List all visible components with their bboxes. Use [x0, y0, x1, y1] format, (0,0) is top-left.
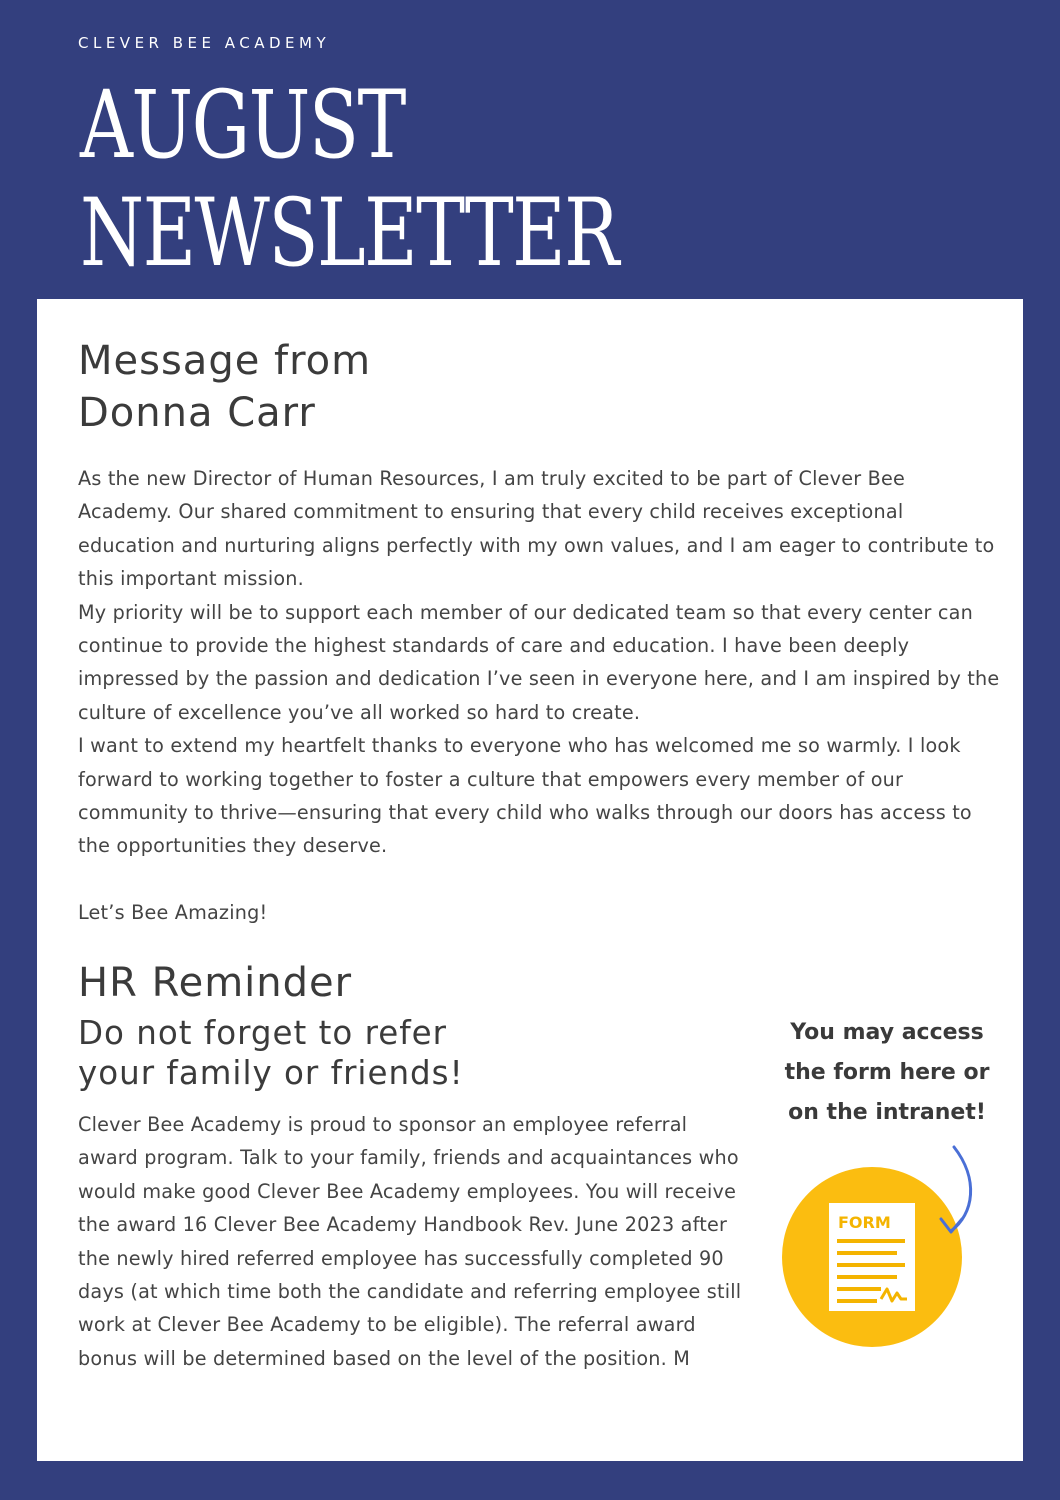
- message-body: [78, 462, 1003, 930]
- message-paragraph: I want to extend my heartfelt thanks to everyone who has welcomed me so warmly. I look forward to working together to foster a culture that empowers every member of our community to thrive—ensuring that every child who walks through our doors has access to the opportunities they deserve.: [78, 734, 972, 858]
- brand-name: CLEVER BEE ACADEMY: [78, 34, 331, 52]
- form-callout: [767, 1013, 1007, 1133]
- hr-reminder-body: [78, 1108, 748, 1375]
- hr-reminder-paragraph: Clever Bee Academy is proud to sponsor an employee referral award program. Talk to your family, friends and acquaintances who would make good Clever Bee Academy employees. You will receive the award 16 Clever Bee Academy Handbook Rev. June 2023 after the newly hired referred employee has successfully completed 90 days (at which time both the candidate and referring employee still work at Clever Bee Academy to be eligible). The referral award bonus will be determined based on the level of the position. M: [78, 1113, 742, 1370]
- content-card: [37, 299, 1023, 1461]
- callout-line-3: on the intranet!: [788, 1100, 986, 1125]
- message-paragraph: My priority will be to support each member of our dedicated team so that every center can continue to provide the highest standards of care and education. I have been deeply impressed by the passion and dedication I’ve seen in everyone here, and I am inspired by the culture of excellence you’ve all worked so hard to create.: [78, 600, 1000, 724]
- subheading-line-1: Do not forget to refer: [78, 1014, 448, 1052]
- form-icon-label: FORM: [838, 1213, 891, 1232]
- form-link-graphic[interactable]: [779, 1139, 979, 1354]
- callout-line-1: You may access: [790, 1020, 984, 1045]
- newsletter-title: [80, 72, 618, 288]
- title-line-1: AUGUST: [80, 71, 405, 180]
- hr-reminder-subheading: [78, 1013, 464, 1093]
- message-signoff: Let’s Bee Amazing!: [78, 901, 268, 925]
- form-document-icon: [829, 1203, 915, 1311]
- message-heading: [78, 335, 371, 439]
- message-heading-line-2: Donna Carr: [78, 390, 316, 436]
- title-line-2: NEWSLETTER: [80, 179, 618, 288]
- message-heading-line-1: Message from: [78, 338, 372, 384]
- hr-reminder-heading: HR Reminder: [78, 960, 353, 1006]
- subheading-line-2: your family or friends!: [78, 1054, 464, 1092]
- callout-line-2: the form here or: [784, 1060, 990, 1085]
- message-paragraph: As the new Director of Human Resources, I am truly excited to be part of Clever Bee Academy. Our shared commitment to ensuring that every child receives exceptional education and nurturing aligns perfectly with my own values, and I am eager to contribute to this important mission.: [78, 467, 995, 591]
